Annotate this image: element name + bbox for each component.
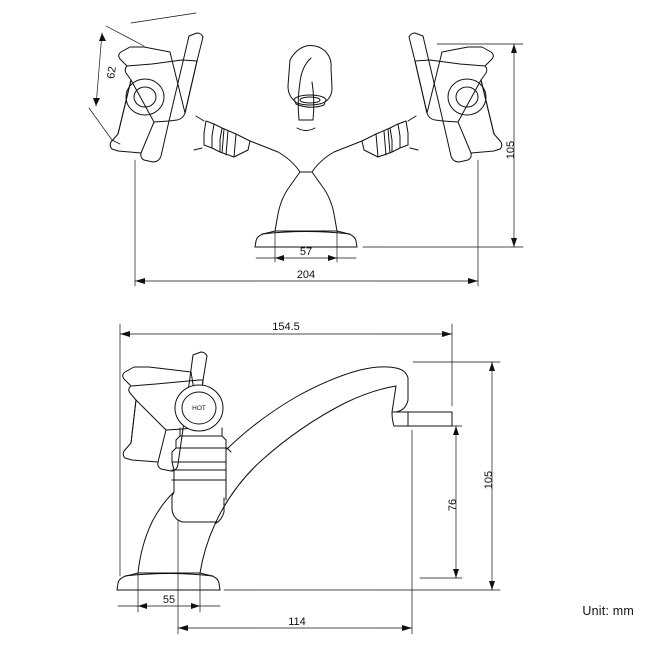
dim-front-overall-height: 105 [505,140,517,160]
side-handle-cross [123,352,223,471]
dim-side-overall-height: 105 [483,470,495,490]
dim-front-overall-width: 204 [296,269,316,281]
dim-side-overall-length: 154.5 [272,321,300,333]
front-elevation-body [250,46,362,247]
dim-side-spout-projection: 114 [288,616,306,628]
dim-front-handle-angle: 62 [105,65,119,80]
front-left-handle [110,33,250,162]
side-elevation-body [117,367,452,590]
dim-side-base-depth: 55 [162,594,176,606]
handle-hot-label: HOT [192,405,206,412]
front-right-handle [362,33,502,162]
dim-side-outlet-height: 76 [447,498,459,512]
dim-front-base-width: 57 [299,246,313,258]
unit-note: Unit: mm [582,604,634,618]
